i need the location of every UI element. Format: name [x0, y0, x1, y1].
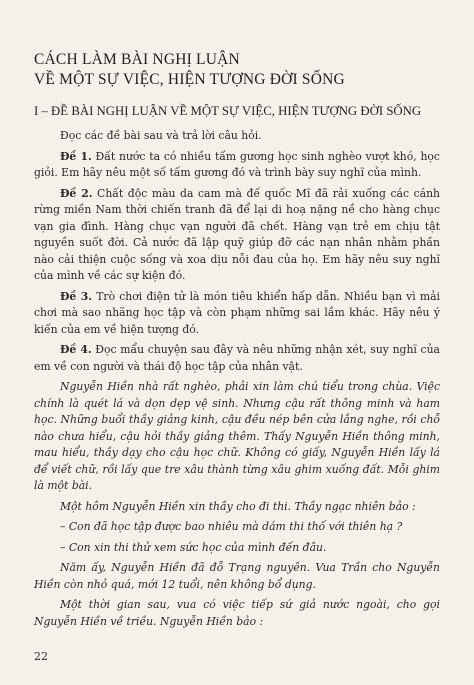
story-dialogue-2: – Con xin thi thử xem sức học của mình đến đâu. [60, 540, 327, 554]
exercise-1-label: Đề 1. [60, 149, 92, 163]
exercise-4-label: Đề 4. [60, 343, 92, 356]
intro-paragraph: Đọc các đề bài sau và trả lời câu hỏi. [60, 129, 262, 142]
exercise-4 [34, 342, 440, 375]
story-block [34, 379, 440, 630]
exercise-4-text: Đọc mẩu chuyện sau đây và nêu những nhận xét, suy nghĩ của em về con người và thái độ học tập của nhân vật. [34, 343, 440, 373]
story-paragraph-2: Một hôm Nguyễn Hiền xin thầy cho đi thi. Thầy ngạc nhiên bảo : [60, 499, 416, 513]
page-title [34, 50, 440, 90]
exercise-3-text: Trò chơi điện tử là món tiêu khiển hấp dẫn. Nhiều bạn vì mải chơi mà sao nhãng học tập và còn phạm những sai lầm khác. Hãy nêu ý kiến của em về hiện tượng đó. [34, 289, 440, 336]
page-number: 22 [34, 650, 48, 663]
exercise-3-label: Đề 3. [60, 289, 93, 303]
story-paragraph-1: Nguyễn Hiền nhà rất nghèo, phải xin làm chú tiểu trong chùa. Việc chính là quét lá và dọn dẹp vệ sinh. Nhưng cậu rất thông minh và ham học. Những buổi thầy giảng kinh, cậu đều nép bên cửa lắng nghe, rồi chỗ nào chưa hiểu, cậu hỏi thầy giảng thêm. Thấy Nguyễn Hiền thông minh, mau hiểu, thầy dạy cho cậu học chữ. Không có giấy, Nguyễn Hiền lấy lá để viết chữ, rồi lấy que tre xâu thành từng xâu ghim xuống đất. Mỗi ghim là một bài. [34, 380, 440, 492]
exercise-2-text: Chất độc màu da cam mà đế quốc Mĩ đã rải xuống các cánh rừng miền Nam thời chiến tranh đã để lại di hoạ nặng nề cho hàng chục vạn gia đình. Hàng chục vạn người đã chết. Hàng vạn trẻ em chịu tật nguyền suốt đời. Cả nước đã lập quỹ giúp đỡ các nạn nhân nhằm phần nào cải thiện cuộc sống và xoa dịu nỗi đau của họ. Em hãy nêu suy nghĩ của mình về các sự kiện đó. [34, 186, 440, 282]
exercise-1-text: Đất nước ta có nhiều tấm gương học sinh nghèo vượt khó, học giỏi. Em hãy nêu một số tấm gương đó và trình bày suy nghĩ của mình. [34, 149, 440, 179]
story-dialogue-1: – Con đã học tập được bao nhiêu mà dám thi thố với thiên hạ ? [60, 520, 403, 533]
exercise-1 [34, 149, 440, 182]
exercise-2 [34, 186, 440, 285]
story-paragraph-3: Năm ấy, Nguyễn Hiền đã đỗ Trạng nguyên. Vua Trần cho Nguyễn Hiền còn nhỏ quá, mới 12 tuổi, nên không bổ dụng. [34, 561, 440, 591]
title-line-2: VỀ MỘT SỰ VIỆC, HIỆN TƯỢNG ĐỜI SỐNG [34, 71, 345, 88]
section-heading: I – ĐỀ BÀI NGHỊ LUẬN VỀ MỘT SỰ VIỆC, HIỆN TƯỢNG ĐỜI SỐNG [34, 104, 422, 118]
title-line-1: CÁCH LÀM BÀI NGHỊ LUẬN [34, 51, 240, 68]
exercise-2-label: Đề 2. [60, 186, 93, 200]
story-paragraph-4: Một thời gian sau, vua có việc tiếp sứ giả nước ngoài, cho gọi Nguyễn Hiền về triều. Nguyễn Hiền bảo : [34, 598, 440, 628]
exercise-3 [34, 289, 440, 339]
